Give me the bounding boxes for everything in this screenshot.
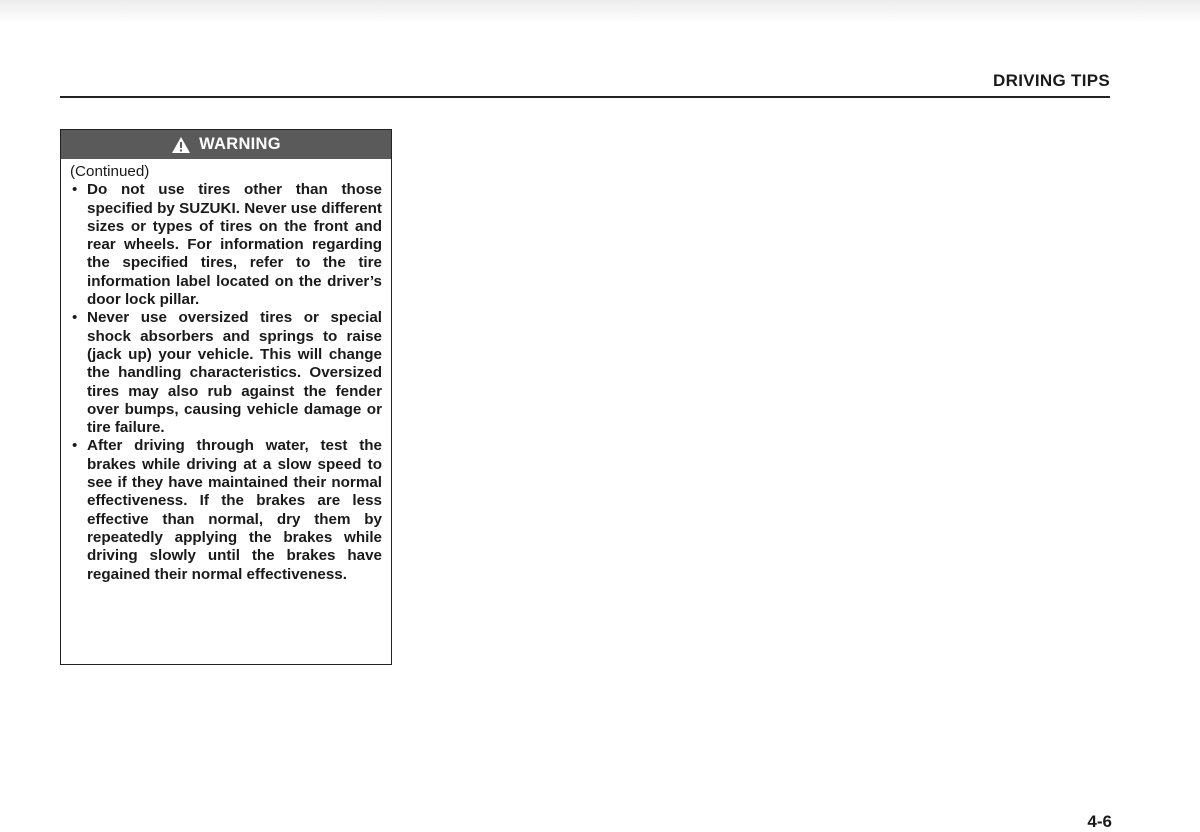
continued-label: (Continued) — [70, 163, 150, 180]
warning-header — [61, 130, 391, 159]
warning-title: WARNING — [199, 135, 281, 153]
warning-triangle-icon — [171, 136, 191, 154]
warning-bullet: • After driving through water, test the brakes while driving at a slow speed to see if they have maintained their normal effectiveness. If the brakes are less effective than normal, dry them by repeatedly applying the brakes while driving slowly until the brakes have regained their normal effectiveness. — [70, 437, 382, 583]
warning-bullet: • Do not use tires other than those specified by SUZUKI. Never use different sizes or types of tires on the front and rear wheels. For information regarding the specified tires, refer to the tire information label located on the driver’s door lock pillar. — [70, 181, 382, 309]
warning-bullet-list — [70, 181, 382, 584]
section-title: DRIVING TIPS — [993, 71, 1110, 90]
warning-box — [60, 129, 392, 665]
warning-body — [61, 159, 391, 584]
header-rule — [60, 96, 1110, 98]
page-edge-shadow — [0, 0, 1200, 24]
page-number: 4-6 — [1087, 812, 1112, 831]
warning-bullet: • Never use oversized tires or special shock absorbers and springs to raise (jack up) your vehicle. This will change the handling characteristics. Oversized tires may also rub against the fender over bumps, causing vehicle damage or tire failure. — [70, 309, 382, 437]
